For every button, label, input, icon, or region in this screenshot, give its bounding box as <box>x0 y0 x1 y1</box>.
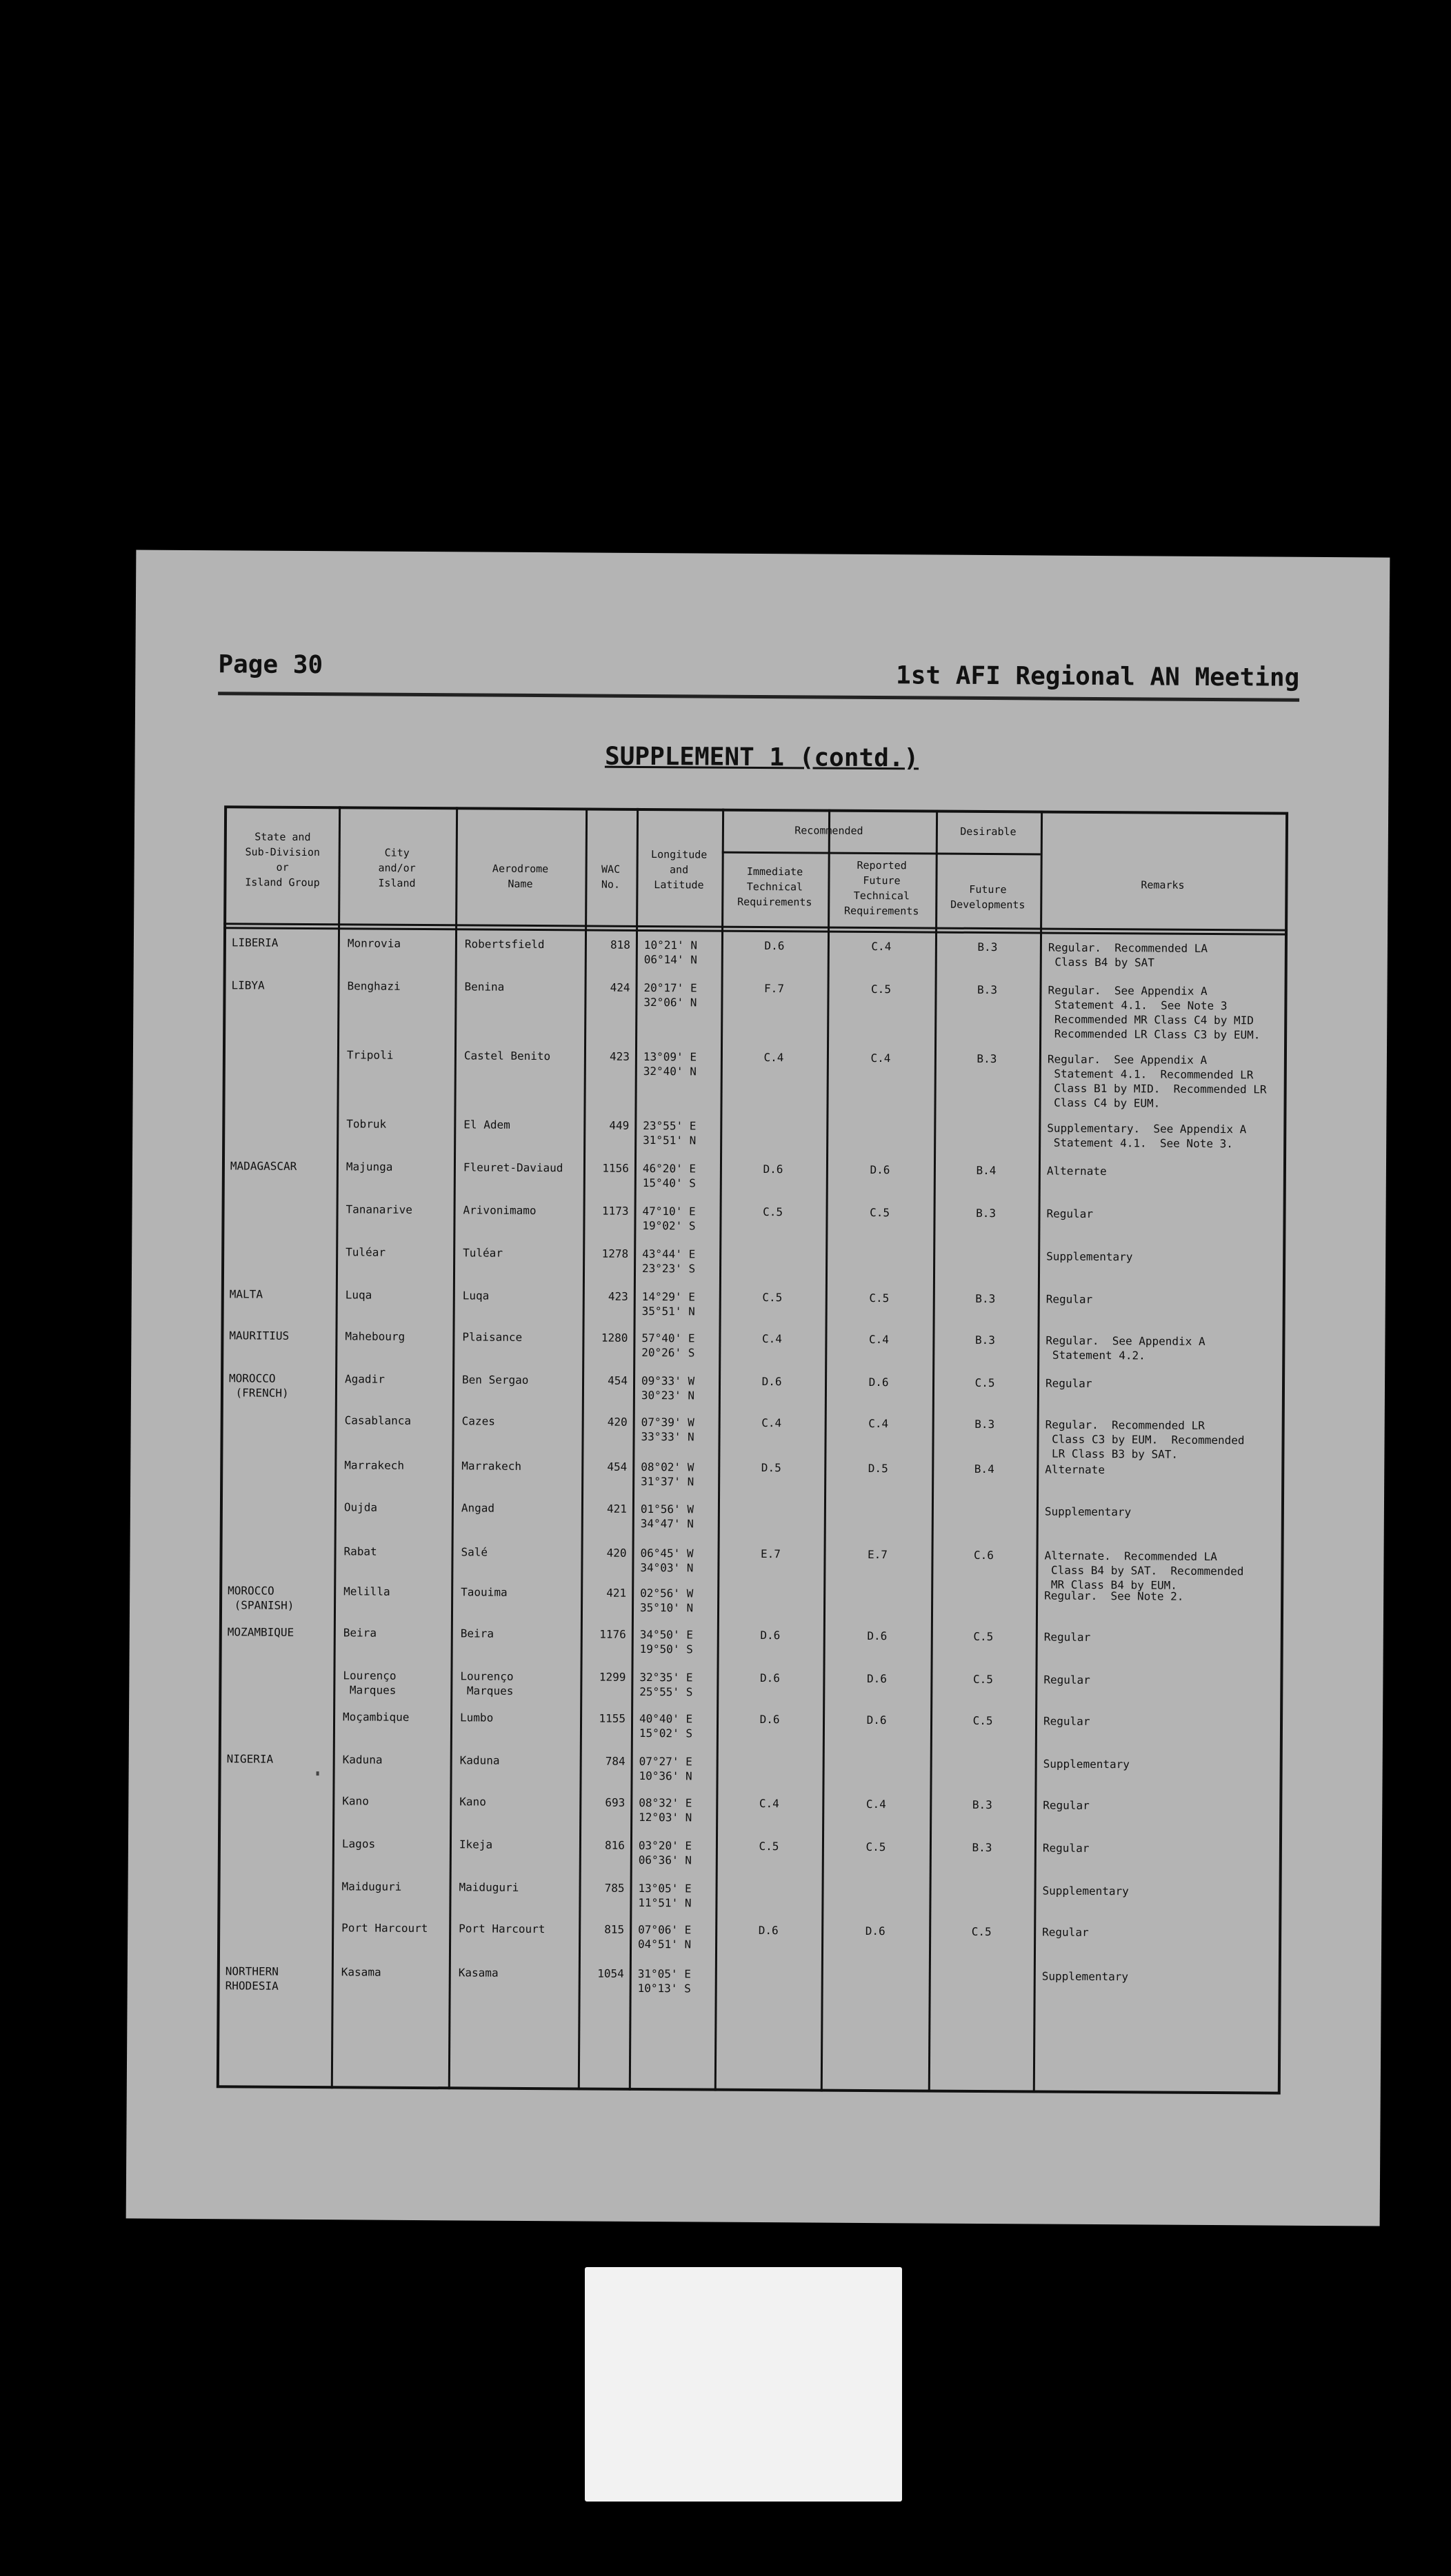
cell-city: Kasama <box>341 1965 381 1979</box>
cell-reported: D.6 <box>865 1924 885 1938</box>
cell-aerodrome: Port Harcourt <box>459 1922 546 1936</box>
col-header-aerodrome: Aerodrome Name <box>492 862 549 890</box>
cell-future: B.4 <box>976 1163 997 1178</box>
cell-city: Lourenço Marques <box>343 1669 397 1697</box>
cell-reported: D.6 <box>867 1629 888 1643</box>
cell-state: LIBYA <box>231 978 265 992</box>
cell-city: Tripoli <box>346 1048 394 1062</box>
cell-state: MOROCCO (FRENCH) <box>228 1371 289 1400</box>
cell-wac: 785 <box>604 1881 625 1895</box>
cell-reported: C.5 <box>865 1840 886 1854</box>
cell-future: B.3 <box>974 1417 995 1431</box>
cell-wac: 1156 <box>602 1161 630 1175</box>
cell-immediate: D.6 <box>763 1163 783 1176</box>
cell-remarks: Regular <box>1043 1798 1090 1812</box>
cell-future: B.3 <box>977 1051 997 1066</box>
cell-reported: D.6 <box>868 1375 889 1389</box>
cell-remarks: Supplementary <box>1044 1505 1132 1519</box>
cell-reported: D.6 <box>870 1163 890 1177</box>
cell-aerodrome: Salé <box>461 1545 488 1559</box>
cell-aerodrome: Beira <box>460 1627 494 1640</box>
cell-coords: 08°02' W 31°37' N <box>641 1460 694 1489</box>
cell-future: C.5 <box>972 1713 993 1728</box>
cell-aerodrome: Robertsfield <box>464 937 545 952</box>
cell-coords: 08°32' E 12°03' N <box>639 1795 692 1824</box>
cell-city: Rabat <box>343 1544 377 1558</box>
col-header-wac: WAC No. <box>601 863 621 891</box>
cell-reported: D.6 <box>866 1671 887 1686</box>
meeting-title: 1st AFI Regional AN Meeting <box>895 661 1300 692</box>
cell-coords: 07°27' E 10°36' N <box>639 1754 692 1783</box>
cell-remarks: Supplementary <box>1041 1969 1129 1984</box>
cell-city: Tananarive <box>346 1203 412 1216</box>
cell-remarks: Regular. Recommended LR Class C3 by EUM. Recommended LR Class B3 by SAT. <box>1045 1418 1245 1461</box>
cell-immediate: D.5 <box>761 1461 781 1475</box>
cell-aerodrome: Ben Sergao <box>462 1373 529 1387</box>
cell-remarks: Regular <box>1043 1673 1090 1687</box>
cell-coords: 09°33' W 30°23' N <box>641 1373 695 1402</box>
cell-future: B.3 <box>976 1206 997 1220</box>
cell-city: Beira <box>343 1626 377 1640</box>
cell-aerodrome: Cazes <box>461 1414 495 1428</box>
cell-city: Benghazi <box>347 979 401 993</box>
cell-reported: C.5 <box>870 1205 890 1220</box>
col-header-state: State and Sub-Division or Island Group <box>245 830 320 889</box>
cell-wac: 421 <box>606 1502 627 1516</box>
cell-aerodrome: Arivonimamo <box>463 1203 537 1218</box>
cell-wac: 423 <box>609 1049 630 1063</box>
cell-coords: 31°05' E 10°13' S <box>637 1966 691 1995</box>
aerodrome-table <box>217 805 1288 2094</box>
cell-city: Port Harcourt <box>341 1921 428 1935</box>
cell-future: C.5 <box>974 1376 995 1390</box>
cell-coords: 14°29' E 35°51' N <box>641 1289 695 1318</box>
cell-aerodrome: Benina <box>464 980 505 994</box>
cell-immediate: C.4 <box>759 1797 779 1811</box>
cell-wac: 420 <box>607 1415 628 1429</box>
cell-immediate: C.4 <box>761 1416 782 1430</box>
cell-immediate: E.7 <box>761 1547 781 1561</box>
cell-state: NORTHERN RHODESIA <box>225 1964 279 1993</box>
cell-immediate: C.4 <box>761 1332 782 1346</box>
cell-remarks: Regular <box>1045 1376 1092 1390</box>
col-header-future: Future Developments <box>950 883 1025 912</box>
cell-remarks: Regular. See Appendix A Statement 4.2. <box>1045 1334 1205 1362</box>
cell-wac: 816 <box>604 1838 626 1852</box>
cell-remarks: Regular <box>1046 1207 1094 1220</box>
cell-future: B.3 <box>975 1291 996 1306</box>
cell-future: C.6 <box>974 1548 994 1562</box>
cell-remarks: Regular <box>1042 1841 1090 1855</box>
cell-aerodrome: Marrakech <box>461 1459 522 1473</box>
col-header-reported: Reported Future Technical Requirements <box>843 858 919 918</box>
cell-remarks: Regular <box>1043 1714 1090 1728</box>
cell-city: Maiduguri <box>341 1880 402 1893</box>
document-sheet <box>126 550 1390 2226</box>
cell-future: C.5 <box>972 1672 993 1687</box>
cell-coords: 10°21' N 06°14' N <box>643 938 698 967</box>
cell-coords: 13°09' E 32°40' N <box>643 1049 697 1078</box>
cell-remarks: Regular <box>1043 1630 1091 1644</box>
cell-wac: 1299 <box>599 1670 626 1684</box>
cell-city: Melilla <box>343 1584 390 1598</box>
cell-wac: 424 <box>610 980 630 994</box>
cell-city: Monrovia <box>347 936 401 950</box>
cell-wac: 1176 <box>599 1627 626 1641</box>
cell-city: Tuléar <box>346 1245 386 1259</box>
cell-aerodrome: Fleuret-Daviaud <box>463 1160 563 1175</box>
cell-wac: 454 <box>607 1460 628 1473</box>
col-header-recommended: Recommended <box>794 824 863 837</box>
cell-future: B.3 <box>972 1798 992 1812</box>
cell-future: B.4 <box>974 1462 994 1476</box>
cell-future: B.3 <box>974 1333 995 1347</box>
cell-coords: 06°45' W 34°03' N <box>640 1546 694 1575</box>
page-number: Page 30 <box>218 650 323 680</box>
col-header-city: City and/or Island <box>378 846 416 889</box>
cell-coords: 47°10' E 19°02' S <box>642 1204 696 1233</box>
cell-aerodrome: Lourenço Marques <box>460 1669 514 1698</box>
cell-immediate: C.5 <box>763 1205 783 1219</box>
cell-state: MOROCCO (SPANISH) <box>228 1584 294 1612</box>
blank-card <box>585 2267 902 2502</box>
cell-immediate: D.6 <box>759 1713 780 1727</box>
cell-wac: 784 <box>605 1754 626 1768</box>
cell-aerodrome: Luqa <box>462 1289 490 1302</box>
cell-reported: C.4 <box>865 1797 886 1811</box>
cell-wac: 815 <box>604 1922 625 1936</box>
cell-aerodrome: El Adem <box>463 1118 510 1131</box>
cell-immediate: D.6 <box>764 939 785 953</box>
cell-wac: 449 <box>609 1118 630 1132</box>
cell-aerodrome: Ikeja <box>459 1838 493 1851</box>
cell-coords: 07°39' W 33°33' N <box>641 1415 694 1444</box>
cell-immediate: D.6 <box>761 1375 782 1389</box>
cell-wac: 420 <box>606 1546 627 1560</box>
cell-city: Luqa <box>345 1288 372 1302</box>
cell-city: Kano <box>342 1794 369 1808</box>
cell-wac: 454 <box>608 1373 628 1387</box>
cell-remarks: Supplementary <box>1046 1249 1133 1264</box>
cell-city: Kaduna <box>342 1753 383 1767</box>
cell-future: B.3 <box>977 940 998 954</box>
cell-aerodrome: Maiduguri <box>459 1880 519 1894</box>
cell-immediate: C.5 <box>759 1840 779 1853</box>
cell-remarks: Regular. Recommended LA Class B4 by SAT <box>1048 940 1208 969</box>
cell-state: MAURITIUS <box>229 1329 290 1342</box>
cell-immediate: D.6 <box>760 1629 781 1642</box>
cell-reported: C.5 <box>871 982 892 996</box>
cell-wac: 1054 <box>597 1966 624 1980</box>
cell-coords: 32°35' E 25°55' S <box>639 1670 693 1699</box>
cell-future: C.5 <box>973 1629 994 1644</box>
cell-wac: 1173 <box>601 1204 629 1218</box>
cell-remarks: Supplementary <box>1043 1757 1130 1771</box>
cell-remarks: Alternate. Recommended LA Class B4 by SAT. Recommended MR Class B4 by EUM. <box>1044 1549 1244 1592</box>
cell-remarks: Regular <box>1042 1925 1089 1939</box>
cell-coords: 01°56' W 34°47' N <box>640 1502 694 1531</box>
cell-wac: 818 <box>610 938 630 952</box>
cell-remarks: Supplementary <box>1042 1884 1129 1898</box>
cell-remarks: Regular <box>1045 1292 1093 1306</box>
cell-immediate: C.4 <box>763 1051 784 1065</box>
col-header-desirable: Desirable <box>960 825 1017 838</box>
cell-state: MOZAMBIQUE <box>227 1625 294 1639</box>
cell-coords: 34°50' E 19°50' S <box>639 1627 693 1656</box>
col-header-coordinates: Longitude and Latitude <box>651 848 708 892</box>
cell-coords: 13°05' E 11°51' N <box>638 1881 692 1910</box>
cell-reported: C.5 <box>869 1291 890 1305</box>
cell-aerodrome: Plaisance <box>462 1330 523 1344</box>
cell-remarks: Supplementary. See Appendix A Statement 4.1. See Note 3. <box>1047 1121 1247 1151</box>
cell-coords: 02°56' W 35°10' N <box>639 1586 694 1615</box>
cell-reported: D.6 <box>866 1713 887 1727</box>
cell-city: Casablanca <box>344 1413 412 1427</box>
cell-reported: C.4 <box>870 1051 891 1065</box>
cell-aerodrome: Castel Benito <box>463 1049 551 1063</box>
cell-coords: 07°06' E 04°51' N <box>638 1922 692 1951</box>
cell-aerodrome: Kaduna <box>459 1753 500 1767</box>
cell-future: B.3 <box>972 1840 992 1855</box>
cell-aerodrome: Tuléar <box>463 1246 503 1260</box>
margin-mark <box>317 1771 319 1775</box>
cell-reported: C.4 <box>871 939 892 954</box>
cell-city: Oujda <box>343 1500 378 1514</box>
header-rule <box>218 692 1299 702</box>
cell-city: Moçambique <box>343 1710 410 1724</box>
cell-aerodrome: Angad <box>461 1501 495 1515</box>
col-header-immediate: Immediate Technical Requirements <box>737 865 812 909</box>
cell-reported: E.7 <box>868 1547 888 1562</box>
cell-remarks: Alternate <box>1045 1462 1105 1477</box>
cell-remarks: Regular. See Appendix A Statement 4.1. Recommended LR Class B1 by MID. Recommended LR Class C4 by EUM. <box>1047 1052 1267 1110</box>
cell-coords: 46°20' E 15°40' S <box>642 1161 697 1190</box>
cell-remarks: Regular. See Appendix A Statement 4.1. See Note 3 Recommended MR Class C4 by MID Recommended LR Class C3 by EUM. <box>1048 983 1261 1042</box>
cell-wac: 423 <box>608 1289 628 1303</box>
col-header-remarks: Remarks <box>1141 878 1185 892</box>
cell-state: MADAGASCAR <box>230 1159 297 1173</box>
cell-city: Agadir <box>345 1372 385 1386</box>
cell-city: Lagos <box>341 1837 376 1851</box>
cell-immediate: D.6 <box>759 1671 780 1685</box>
cell-coords: 43°44' E 23°23' S <box>641 1247 696 1276</box>
cell-city: Marrakech <box>344 1458 405 1472</box>
cell-wac: 1278 <box>601 1247 629 1260</box>
cell-state: NIGERIA <box>226 1752 274 1766</box>
cell-aerodrome: Lumbo <box>460 1711 494 1724</box>
cell-wac: 1280 <box>601 1331 628 1345</box>
cell-state: MALTA <box>229 1287 263 1301</box>
cell-coords: 03°20' E 06°36' N <box>638 1838 692 1867</box>
supplement-title: SUPPLEMENT 1 (contd.) <box>604 742 919 773</box>
cell-wac: 693 <box>605 1795 626 1809</box>
cell-immediate: D.6 <box>758 1924 779 1938</box>
cell-coords: 23°55' E 31°51' N <box>643 1118 697 1147</box>
cell-aerodrome: Kano <box>459 1795 486 1809</box>
cell-city: Mahebourg <box>345 1329 406 1343</box>
cell-city: Tobruk <box>346 1117 387 1131</box>
cell-future: B.3 <box>977 983 998 997</box>
cell-wac: 421 <box>606 1586 627 1600</box>
cell-aerodrome: Taouima <box>461 1585 508 1599</box>
cell-reported: C.4 <box>868 1416 889 1431</box>
cell-future: C.5 <box>971 1924 992 1939</box>
cell-state: LIBERIA <box>231 936 279 949</box>
cell-wac: 1155 <box>599 1711 626 1725</box>
cell-aerodrome: Kasama <box>458 1966 499 1980</box>
cell-coords: 40°40' E 15°02' S <box>639 1711 693 1740</box>
cell-city: Majunga <box>346 1160 393 1174</box>
cell-immediate: F.7 <box>764 982 785 996</box>
cell-coords: 20°17' E 32°06' N <box>643 980 697 1009</box>
cell-remarks: Alternate <box>1046 1164 1107 1178</box>
cell-reported: D.5 <box>868 1461 888 1476</box>
cell-reported: C.4 <box>868 1332 889 1347</box>
cell-remarks: Regular. See Note 2. <box>1044 1589 1184 1603</box>
cell-immediate: C.5 <box>762 1291 783 1305</box>
cell-coords: 57°40' E 20°26' S <box>641 1331 695 1360</box>
